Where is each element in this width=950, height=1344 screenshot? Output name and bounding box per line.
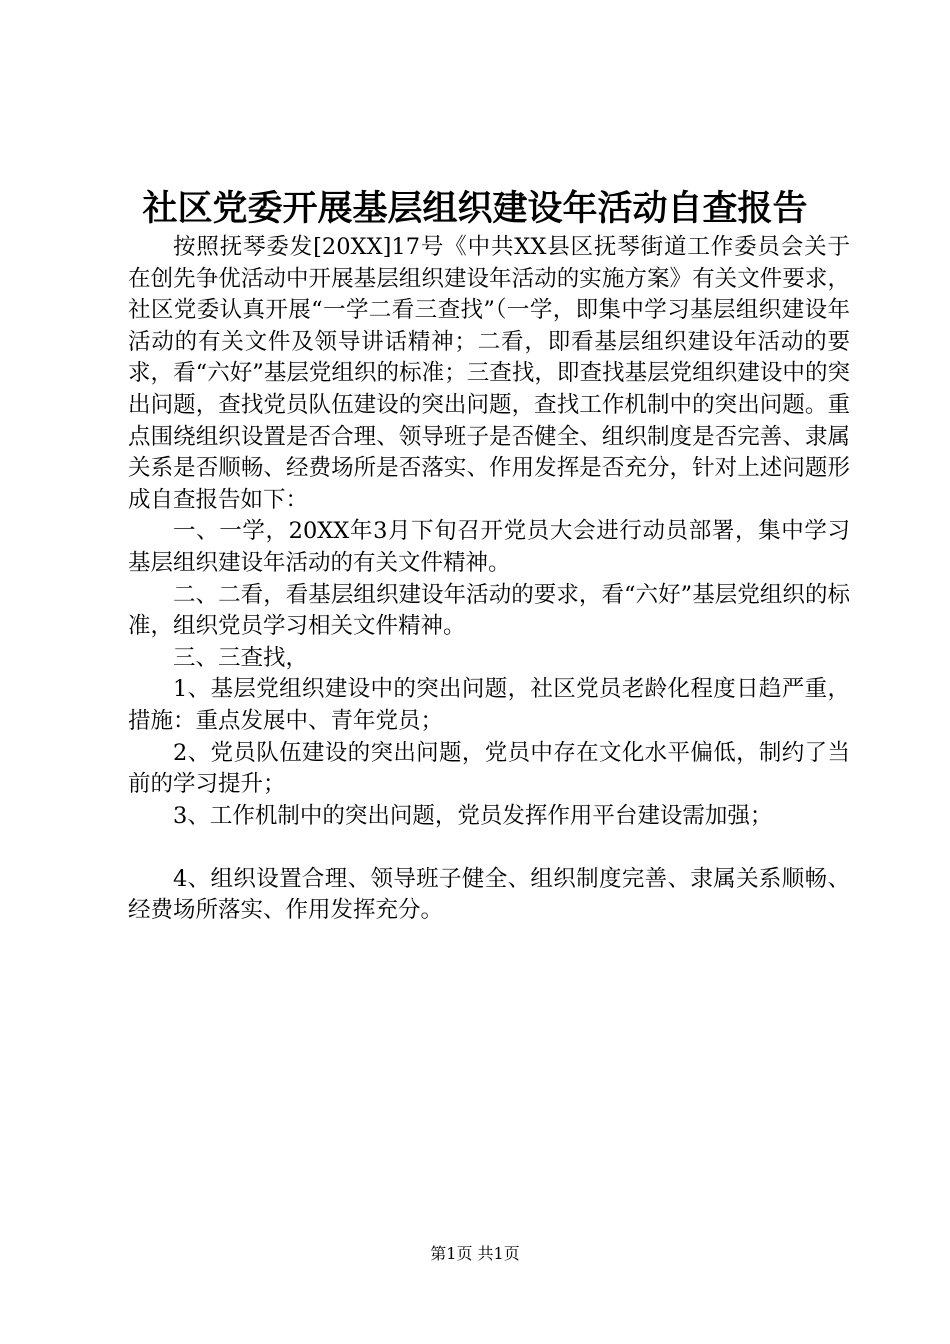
section-two-paragraph: 二、二看，看基层组织建设年活动的要求，看“六好”基层党组织的标准，组织党员学习相关文件精神。 (128, 581, 850, 640)
page-number-footer: 第1页 共1页 (430, 1244, 520, 1263)
finding-one-paragraph: 1、基层党组织建设中的突出问题，社区党员老龄化程度日趋严重，措施：重点发展中、青年党员； (128, 676, 850, 734)
section-three-heading: 三、三查找， (173, 644, 309, 671)
finding-three-paragraph: 3、工作机制中的突出问题，党员发挥作用平台建设需加强； (173, 802, 773, 829)
finding-two-paragraph: 2、党员队伍建设的突出问题，党员中存在文化水平偏低，制约了当前的学习提升； (128, 739, 850, 798)
document-body (128, 232, 850, 927)
finding-four-paragraph: 4、组织设置合理、领导班子健全、组织制度完善、隶属关系顺畅、经费场所落实、作用发挥充分。 (128, 865, 850, 924)
intro-paragraph: 按照抚琴委发[20XX]17号《中共XX县区抚琴街道工作委员会关于在创先争优活动中开展基层组织建设年活动的实施方案》有关文件要求，社区党委认真开展“一学二看三查找”（一学，即集中学习基层组织建设年活动的有关文件及领导讲话精神；二看，即看基层组织建设年活动的要求，看“六好”基层党组织的标准；三查找，即查找基层党组织建设中的突出问题，查找党员队伍建设的突出问题，查找工作机制中的突出问题。重点围绕组织设置是否合理、领导班子是否健全、组织制度是否完善、隶属关系是否顺畅、经费场所是否落实、作用发挥是否充分，针对上述问题形成自查报告如下： (128, 234, 850, 513)
document-title: 社区党委开展基层组织建设年活动自查报告 (142, 188, 808, 229)
section-one-paragraph: 一、一学，20XX年3月下旬召开党员大会进行动员部署，集中学习基层组织建设年活动的有关文件精神。 (128, 518, 850, 576)
